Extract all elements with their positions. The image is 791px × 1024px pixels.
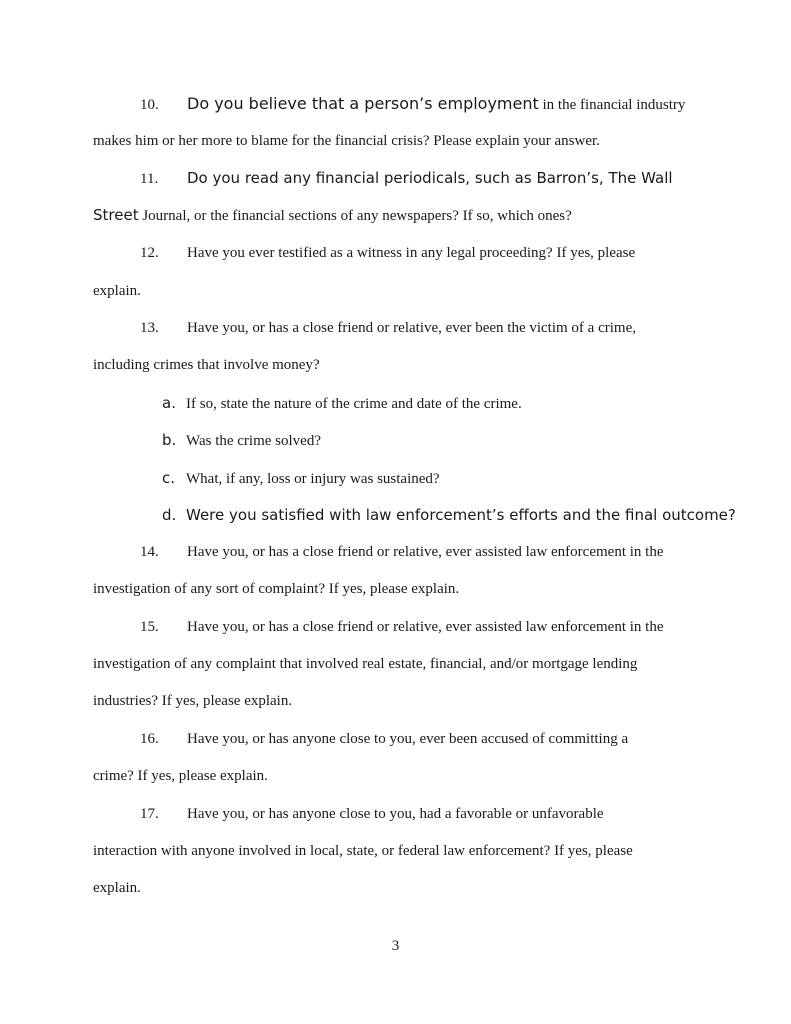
question-number: 13.	[140, 320, 159, 336]
question-14-line-1	[140, 542, 663, 562]
question-13-line-1	[140, 318, 636, 338]
question-text: Journal, or the financial sections of any newspapers? If so, which ones?	[138, 208, 572, 224]
question-text: makes him or her more to blame for the financial crisis? Please explain your answer.	[93, 133, 600, 149]
question-number: 16.	[140, 731, 159, 747]
question-16-line-2	[93, 766, 268, 786]
question-12-line-2	[93, 281, 141, 301]
subitem-letter: a.	[162, 394, 176, 412]
question-17-line-1	[140, 804, 604, 824]
question-12-line-1	[140, 243, 635, 263]
question-text: Have you, or has a close friend or relative, ever assisted law enforcement in the	[187, 544, 664, 560]
subitem-c	[162, 468, 440, 489]
subitem-d	[162, 505, 736, 526]
question-text-sans: Do you read any financial periodicals, such as Barron’s, The Wall	[187, 169, 673, 187]
subitem-letter: b.	[162, 431, 177, 449]
question-text: crime? If yes, please explain.	[93, 768, 268, 784]
question-number: 12.	[140, 245, 159, 261]
question-number: 11.	[140, 171, 159, 187]
question-text: in the financial industry	[538, 97, 686, 113]
question-15-line-2	[93, 654, 637, 674]
subitem-text: If so, state the nature of the crime and date of the crime.	[186, 396, 522, 412]
question-13-line-2	[93, 355, 320, 375]
question-10-line-1	[140, 94, 685, 115]
page-number: 3	[391, 938, 400, 954]
question-14-line-2	[93, 579, 459, 599]
subitem-letter: c.	[162, 469, 176, 487]
question-text: Have you, or has anyone close to you, had a favorable or unfavorable	[187, 806, 604, 822]
question-16-line-1	[140, 729, 628, 749]
question-number: 17.	[140, 806, 159, 822]
question-17-line-3	[93, 878, 141, 898]
question-10-line-2	[93, 131, 600, 151]
subitem-b	[162, 430, 321, 451]
question-15-line-3	[93, 691, 292, 711]
question-number: 14.	[140, 544, 159, 560]
question-text: Have you, or has a close friend or relative, ever been the victim of a crime,	[187, 320, 636, 336]
subitem-text: What, if any, loss or injury was sustained?	[186, 471, 440, 487]
question-text: Have you ever testified as a witness in any legal proceeding? If yes, please	[187, 245, 636, 261]
question-11-line-2	[93, 205, 572, 226]
question-number: 10.	[140, 97, 159, 113]
subitem-text-sans: Were you satisfied with law enforcement’s efforts and the final outcome?	[186, 506, 736, 524]
question-text-sans: Street	[93, 206, 139, 224]
question-text: interaction with anyone involved in local, state, or federal law enforcement? If yes, please	[93, 843, 633, 859]
subitem-a	[162, 393, 522, 414]
question-text: Have you, or has a close friend or relative, ever assisted law enforcement in the	[187, 619, 664, 635]
question-text: explain.	[93, 880, 141, 896]
question-text: investigation of any sort of complaint? If yes, please explain.	[93, 581, 460, 597]
question-text: investigation of any complaint that involved real estate, financial, and/or mortgage lending	[93, 656, 638, 672]
question-17-line-2	[93, 841, 633, 861]
subitem-letter: d.	[162, 506, 177, 524]
question-number: 15.	[140, 619, 159, 635]
question-15-line-1	[140, 617, 663, 637]
question-text: including crimes that involve money?	[93, 357, 320, 373]
question-text: explain.	[93, 283, 141, 299]
subitem-text: Was the crime solved?	[186, 433, 321, 449]
question-text: Have you, or has anyone close to you, ever been accused of committing a	[187, 731, 629, 747]
question-text: industries? If yes, please explain.	[93, 693, 293, 709]
question-text-sans: Do you believe that a person’s employment	[187, 94, 539, 113]
question-11-line-1	[140, 168, 673, 189]
